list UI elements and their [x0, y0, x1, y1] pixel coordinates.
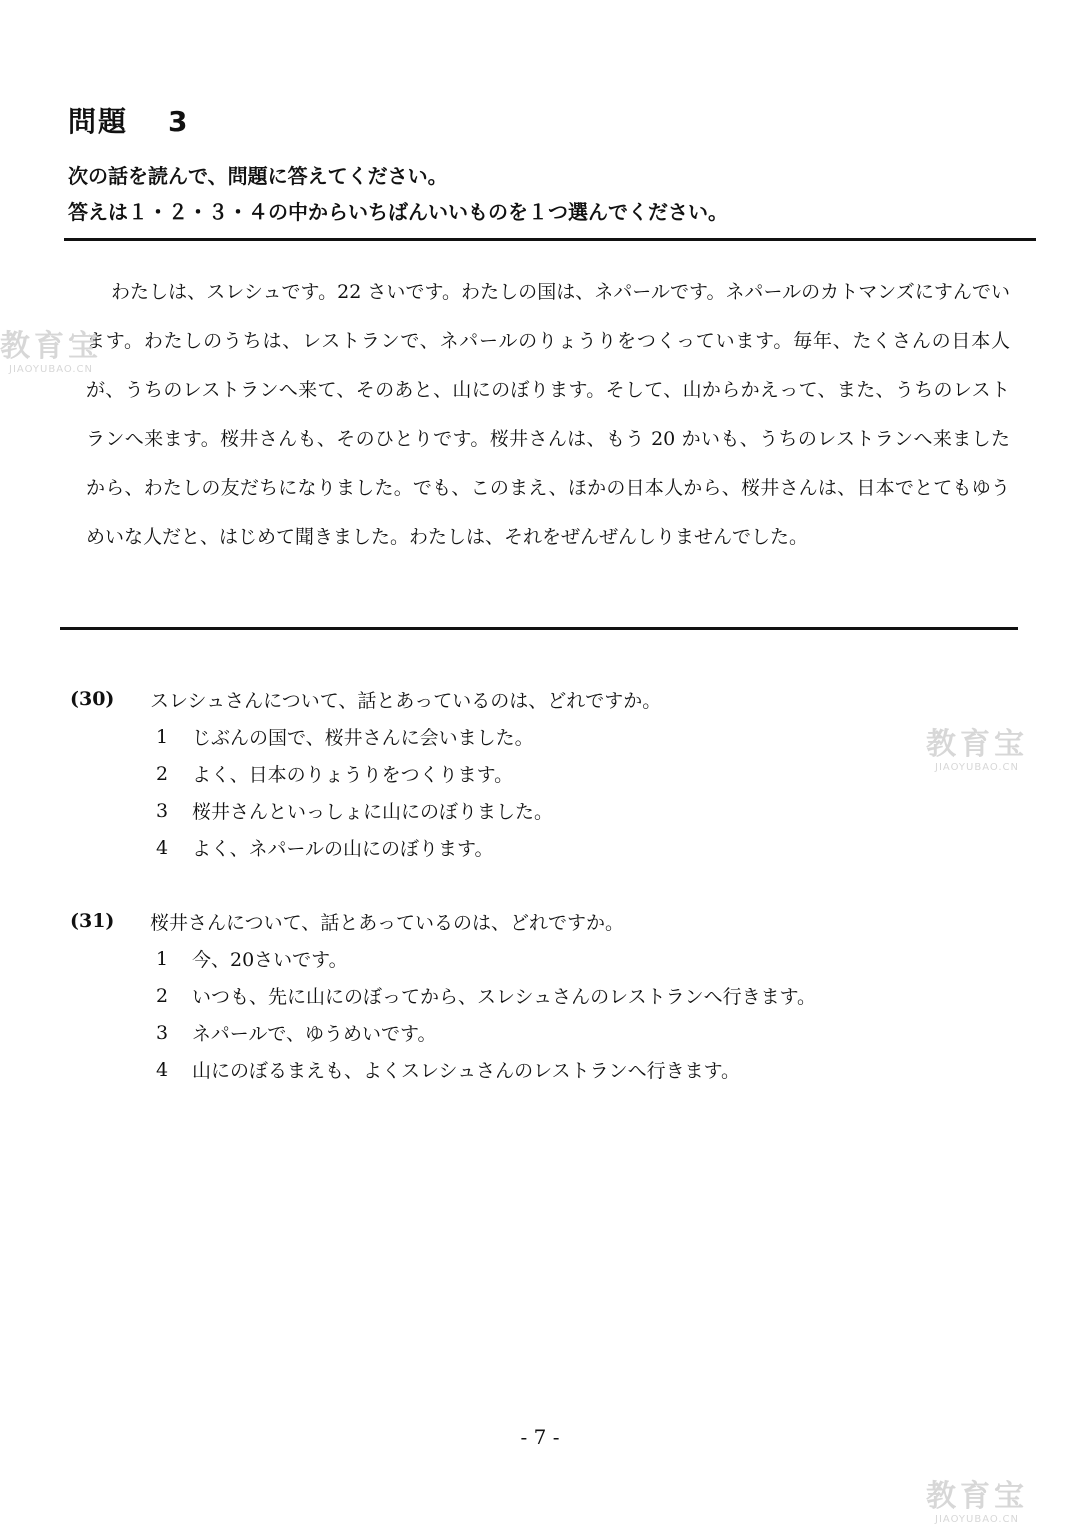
page-number: - 7 -: [520, 1425, 560, 1449]
choice-item: [70, 1051, 970, 1088]
choice-number: 4: [156, 836, 169, 859]
choice-text: 今、20さいです。: [192, 949, 348, 971]
choice-item: [70, 829, 970, 866]
choice-text: ネパールで、ゆうめいです。: [192, 1023, 437, 1045]
watermark-url: JIAOYUBAO.CN: [935, 1514, 1019, 1525]
choice-text: よく、日本のりょうりをつくります。: [192, 764, 514, 786]
choice-item: [70, 755, 970, 792]
watermark-url: JIAOYUBAO.CN: [935, 762, 1019, 773]
question-31: [70, 902, 970, 1088]
choice-item: [70, 718, 970, 755]
choice-number: 2: [156, 984, 169, 1007]
instruction-line-2: 答えは１・２・３・４の中からいちばんいいものを１つ選んでください。: [68, 200, 728, 224]
watermark: [926, 728, 1028, 773]
question-30: [70, 680, 970, 866]
top-divider: [64, 238, 1036, 241]
section-title-label: 問題: [68, 105, 129, 138]
choice-item: [70, 1014, 970, 1051]
choice-number: 3: [156, 1021, 169, 1044]
choice-number: 2: [156, 762, 169, 785]
instruction-line-1: 次の話を読んで、問題に答えてください。: [68, 164, 448, 188]
choice-number: 1: [156, 947, 169, 970]
choice-item: [70, 940, 970, 977]
instructions: [68, 158, 728, 230]
watermark: [926, 1480, 1028, 1525]
section-number: 3: [168, 105, 190, 138]
choice-text: 山にのぼるまえも、よくスレシュさんのレストランへ行きます。: [192, 1060, 741, 1082]
watermark-text: 教育宝: [926, 1479, 1028, 1514]
choice-number: 3: [156, 799, 169, 822]
watermark-text: 教育宝: [0, 329, 102, 364]
choice-text: 桜井さんといっしょに山にのぼりました。: [192, 801, 554, 823]
choice-text: よく、ネパールの山にのぼります。: [192, 838, 494, 860]
choice-item: [70, 977, 970, 1014]
bottom-divider: [60, 627, 1018, 630]
watermark-url: JIAOYUBAO.CN: [9, 364, 93, 375]
watermark-text: 教育宝: [926, 727, 1028, 762]
section-title: [68, 100, 190, 140]
question-text: 桜井さんについて、話とあっているのは、どれですか。: [150, 911, 625, 934]
question-number: (31): [70, 910, 115, 932]
question-number: (30): [70, 688, 115, 710]
choice-text: じぶんの国で、桜井さんに会いました。: [192, 727, 534, 749]
reading-passage: わたしは、スレシュです。22 さいです。わたしの国は、ネパールです。ネパールのカトマンズにすんでいます。わたしのうちは、レストランで、ネパールのりょうりをつくっています。毎年、たくさんの日本人が、うちのレストランへ来て、そのあと、山にのぼります。そして、山からかえって、また、うちのレストランへ来ます。桜井さんも、そのひとりです。桜井さんは、もう 20 かいも、うちのレストランへ来ましたから、わたしの友だちになりました。でも、このまえ、ほかの日本人から、桜井さんは、日本でとてもゆうめいな人だと、はじめて聞きました。わたしは、それをぜんぜんしりませんでした。: [86, 281, 1010, 548]
choice-number: 1: [156, 725, 169, 748]
choice-item: [70, 792, 970, 829]
choice-number: 4: [156, 1058, 169, 1081]
question-text: スレシュさんについて、話とあっているのは、どれですか。: [150, 689, 662, 712]
choice-text: いつも、先に山にのぼってから、スレシュさんのレストランへ行きます。: [192, 986, 817, 1008]
watermark: [0, 330, 102, 375]
